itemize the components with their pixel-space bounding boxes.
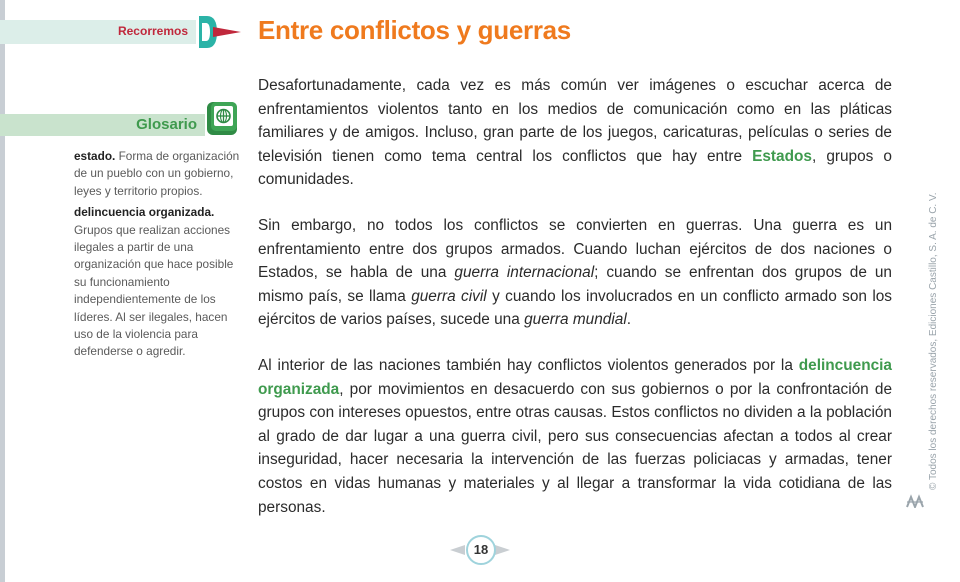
text-run: . [626,311,632,329]
main-text [258,74,892,541]
paragraph-2 [258,214,892,332]
glossary-keyword-estados[interactable]: Estados [752,147,812,165]
glossary-entry [74,204,240,361]
glossary-keyword-delincuencia[interactable]: delincuencia organizada [258,356,892,398]
glossary-term: delincuencia organizada. [74,205,215,220]
glossary-definition: Forma de organización de un pueblo con un gobierno, leyes y territorio propios. [74,149,240,198]
dictionary-book-icon [204,99,242,137]
glossary-entry [74,148,240,200]
copyright-notice: © Todos los derechos reservados, Ediciones Castillo, S. A. de C. V. [928,192,939,490]
page-title: Entre conflictos y guerras [258,15,571,45]
glossary-label: Glosario [136,116,197,133]
glossary-definition: Grupos que realizan acciones ilegales a partir de una organización que hace posible su funcionamiento independientemente de los líderes. Al ser ilegales, hacen uso de la violencia para defenderse o agredir. [74,222,234,359]
paragraph-3 [258,354,892,519]
glossary-list [74,148,240,365]
emphasis-term: guerra civil [411,287,487,305]
glossary-tab [0,114,205,136]
text-run: ; cuando se enfrentan dos grupos de un mismo país, se llama [258,264,892,305]
text-run: , por movimientos en desacuerdo con sus gobiernos o por la confrontación de grupos con intereses opuestos, entre otras causas. Estos conflictos no dividen a la población al grado de dar lugar a una guerra civil, pero sus consecuencias afectan a todos al crear inseguridad, hacer necesaria la intervención de las fuerzas policiacas y armadas, tener costos en vidas humanas y materiales y al llegar a transformar la vida cotidiana de las personas. [258,380,892,516]
text-run: Desafortunadamente, cada vez es más común ver imágenes o escuchar acerca de enfrentamientos violentos tanto en los medios de comunicación como en las pláticas familiares y de amigos. Incluso, gran parte de los juegos, caricaturas, películas o series de televisión tienen como tema central los conflictos que hay entre [258,77,892,165]
publisher-logo-icon [906,494,924,508]
glossary-term: estado. [74,149,116,163]
text-run: , grupos o comunidades. [258,147,892,189]
section-tab [0,20,196,44]
text-run: Al interior de las naciones también hay conflictos violentos generados por la [258,356,799,374]
emphasis-term: guerra internacional [454,264,595,282]
page-number: 18 [466,535,496,565]
play-arrow-icon [197,14,243,50]
text-run: Sin embargo, no todos los conflictos se convierten en guerras. Una guerra es un enfrentamiento entre dos grupos armados. Cuando luchan ejércitos de dos naciones o Estados, se habla de una [258,216,892,282]
text-run: y cuando los involucrados en un conflicto armado son los ejércitos de varios países, sucede una [258,287,892,329]
paragraph-1 [258,74,892,192]
page-edge [0,0,5,582]
page-number-area [448,535,512,563]
emphasis-term: guerra mundial [524,311,627,329]
section-label: Recorremos [117,24,188,38]
